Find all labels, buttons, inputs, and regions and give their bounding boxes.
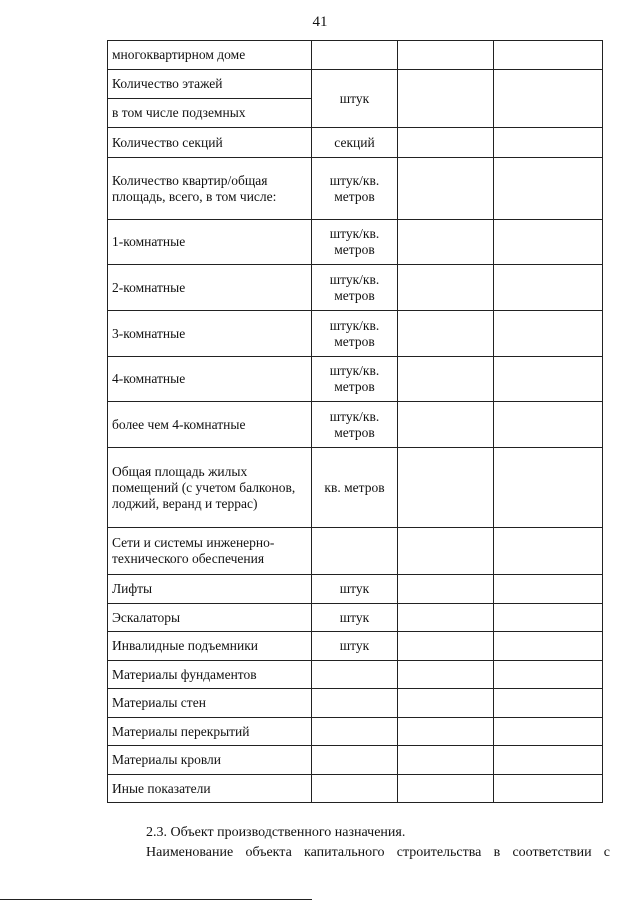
value-cell <box>494 357 603 402</box>
row-name: Материалы стен <box>108 689 312 718</box>
value-cell <box>494 311 603 357</box>
value-cell <box>398 265 494 311</box>
value-cell <box>398 311 494 357</box>
page-number: 41 <box>312 14 328 30</box>
table-row <box>108 689 603 718</box>
value-cell <box>398 220 494 265</box>
row-name: Материалы фундаментов <box>108 661 312 689</box>
value-cell <box>398 575 494 604</box>
row-name: 4-комнатные <box>108 357 312 402</box>
row-name: Материалы кровли <box>108 746 312 775</box>
value-cell <box>398 402 494 448</box>
table-row <box>108 128 603 158</box>
row-unit: штук <box>312 632 398 661</box>
row-name: в том числе подземных <box>108 99 312 128</box>
row-unit: штук/кв. метров <box>312 311 398 357</box>
value-cell <box>398 448 494 528</box>
row-unit <box>312 41 398 70</box>
table-row <box>108 661 603 689</box>
table-row <box>108 775 603 803</box>
row-unit <box>312 689 398 718</box>
table-row <box>108 70 603 99</box>
value-cell <box>494 689 603 718</box>
value-cell <box>494 70 603 128</box>
value-cell <box>494 158 603 220</box>
value-cell <box>398 528 494 575</box>
table-row <box>108 311 603 357</box>
row-unit <box>312 775 398 803</box>
row-name: Лифты <box>108 575 312 604</box>
row-name: Сети и системы инженерно-технического обеспечения <box>108 528 312 575</box>
table-row <box>108 528 603 575</box>
row-name: Количество секций <box>108 128 312 158</box>
value-cell <box>494 575 603 604</box>
row-name: 1-комнатные <box>108 220 312 265</box>
footnote-divider <box>0 899 312 900</box>
value-cell <box>494 746 603 775</box>
value-cell <box>398 158 494 220</box>
row-unit <box>312 528 398 575</box>
value-cell <box>494 402 603 448</box>
row-unit: штук/кв. метров <box>312 158 398 220</box>
row-name: более чем 4-комнатные <box>108 402 312 448</box>
table-row <box>108 632 603 661</box>
value-cell <box>494 265 603 311</box>
row-unit: штук/кв. метров <box>312 265 398 311</box>
row-unit: штук/кв. метров <box>312 357 398 402</box>
row-unit <box>312 746 398 775</box>
row-name: Иные показатели <box>108 775 312 803</box>
row-unit: штук <box>312 604 398 632</box>
row-unit: штук <box>312 70 398 128</box>
row-name: 3-комнатные <box>108 311 312 357</box>
value-cell <box>398 70 494 128</box>
row-unit <box>312 661 398 689</box>
row-unit: штук/кв. метров <box>312 220 398 265</box>
row-name: 2-комнатные <box>108 265 312 311</box>
value-cell <box>494 41 603 70</box>
value-cell <box>494 604 603 632</box>
value-cell <box>494 775 603 803</box>
value-cell <box>398 41 494 70</box>
row-unit: штук/кв. метров <box>312 402 398 448</box>
value-cell <box>398 128 494 158</box>
table-row <box>108 718 603 746</box>
row-name: Материалы перекрытий <box>108 718 312 746</box>
value-cell <box>398 775 494 803</box>
value-cell <box>494 128 603 158</box>
value-cell <box>398 718 494 746</box>
table-row <box>108 746 603 775</box>
table-row <box>108 448 603 528</box>
table-row <box>108 158 603 220</box>
value-cell <box>494 220 603 265</box>
row-unit: кв. метров <box>312 448 398 528</box>
table-row <box>108 41 603 70</box>
value-cell <box>494 448 603 528</box>
value-cell <box>494 661 603 689</box>
row-name: Эскалаторы <box>108 604 312 632</box>
value-cell <box>398 357 494 402</box>
value-cell <box>398 632 494 661</box>
row-name: многоквартирном доме <box>108 41 312 70</box>
value-cell <box>398 746 494 775</box>
table-row <box>108 402 603 448</box>
row-unit: штук <box>312 575 398 604</box>
row-name: Инвалидные подъемники <box>108 632 312 661</box>
value-cell <box>494 632 603 661</box>
table-row <box>108 357 603 402</box>
table-row <box>108 265 603 311</box>
value-cell <box>494 528 603 575</box>
value-cell <box>494 718 603 746</box>
row-name: Количество квартир/общая площадь, всего, в том числе: <box>108 158 312 220</box>
table-row <box>108 220 603 265</box>
value-cell <box>398 604 494 632</box>
indicators-table <box>107 40 603 803</box>
value-cell <box>398 689 494 718</box>
section-text: Наименование объекта капитального строительства в соответствии с <box>146 845 610 860</box>
row-name: Количество этажей <box>108 70 312 99</box>
row-name: Общая площадь жилых помещений (с учетом балконов, лоджий, веранд и террас) <box>108 448 312 528</box>
section-heading: 2.3. Объект производственного назначения. <box>146 825 406 840</box>
row-unit <box>312 718 398 746</box>
table-row <box>108 604 603 632</box>
value-cell <box>398 661 494 689</box>
row-unit: секций <box>312 128 398 158</box>
table-row <box>108 575 603 604</box>
